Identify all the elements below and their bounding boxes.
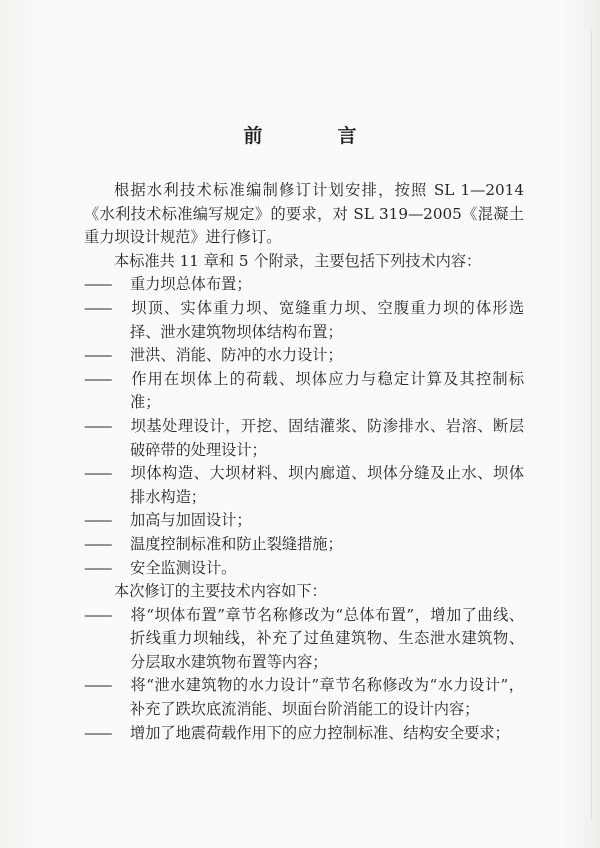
page-edge-shadow xyxy=(591,30,592,820)
list-item: —— 安全监测设计。 xyxy=(84,557,524,581)
dash-marker: —— xyxy=(84,298,111,317)
dash-marker: —— xyxy=(84,534,111,553)
dash-marker: —— xyxy=(84,346,111,365)
dash-marker: —— xyxy=(84,676,111,695)
list-item: —— 泄洪、消能、防冲的水力设计； xyxy=(84,344,524,368)
list-item: —— 坝基处理设计，开挖、固结灌浆、防渗排水、岩溶、断层破碎带的处理设计； xyxy=(84,416,524,459)
list-item: —— 坝体构造、大坝材料、坝内廊道、坝体分缝及止水、坝体排水构造； xyxy=(84,464,524,506)
scope-paragraph: 本标准共 11 章和 5 个附录，主要包括下列技术内容： xyxy=(114,251,482,270)
list-item: —— 温度控制标准和防止裂缝措施； xyxy=(84,533,524,557)
revision-list xyxy=(84,604,524,746)
list-item: —— 坝顶、实体重力坝、宽缝重力坝、空腹重力坝的体形选择、泄水建筑物坝体结构布置； xyxy=(84,298,524,341)
list-item: —— 将“坝体布置”章节名称修改为“总体布置”，增加了曲线、折线重力坝轴线，补充了过鱼建筑物、生态泄水建筑物、分层取水建筑物布置等内容； xyxy=(84,605,524,671)
dash-marker: —— xyxy=(84,558,111,577)
list-item: —— 作用在坝体上的荷载、坝体应力与稳定计算及其控制标准； xyxy=(84,369,524,412)
list-item: —— 加高与加固设计； xyxy=(84,509,524,533)
dash-marker: —— xyxy=(84,464,111,483)
dash-marker: —— xyxy=(84,275,111,294)
scope-list xyxy=(84,273,524,580)
dash-marker: —— xyxy=(84,511,111,530)
list-item: —— 重力坝总体布置； xyxy=(84,273,524,297)
dash-marker: —— xyxy=(84,605,111,624)
document-body xyxy=(84,179,524,745)
dash-marker: —— xyxy=(84,416,111,435)
page-title: 前 言 xyxy=(243,125,385,147)
list-item: —— 将“泄水建筑物的水力设计”章节名称修改为“水力设计”，补充了跌坎底流消能、坝面台阶消能工的设计内容； xyxy=(84,676,524,719)
list-item: —— 增加了地震荷载作用下的应力控制标准、结构安全要求； xyxy=(84,722,524,746)
dash-marker: —— xyxy=(84,369,111,388)
revision-paragraph: 本次修订的主要技术内容如下： xyxy=(114,582,327,601)
intro-paragraph: 根据水利技术标准编制修订计划安排，按照 SL 1—2014《水利技术标准编写规定》的要求，对 SL 319—2005《混凝土重力坝设计规范》进行修订。 xyxy=(84,181,524,247)
dash-marker: —— xyxy=(84,723,111,742)
